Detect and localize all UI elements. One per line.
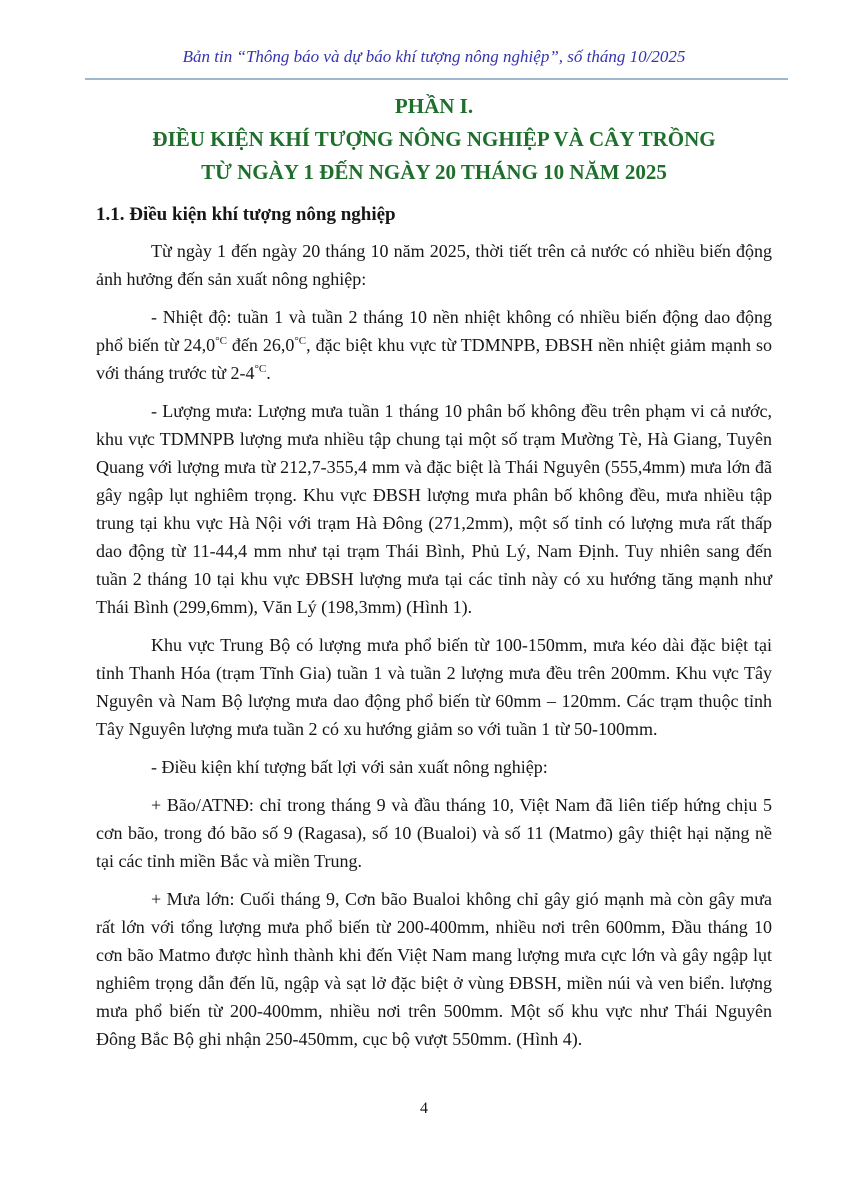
text-run: đến 26,0 <box>226 335 295 355</box>
body-paragraph <box>96 753 772 781</box>
main-title-line1: ĐIỀU KIỆN KHÍ TƯỢNG NÔNG NGHIỆP VÀ CÂY TRỒNG <box>152 127 716 151</box>
text-run: Từ ngày 1 đến ngày 20 tháng 10 năm 2025, thời tiết trên cả nước có nhiều biến động ảnh hưởng đến sản xuất nông nghiệp: <box>96 241 772 289</box>
bulletin-header-title: Bản tin “Thông báo và dự báo khí tượng nông nghiệp”, số tháng 10/2025 <box>182 47 686 66</box>
body-paragraph <box>96 791 772 875</box>
page-header <box>96 46 772 80</box>
superscript-unit: °C <box>294 335 307 347</box>
body-paragraph <box>96 885 772 1053</box>
part-heading: PHẦN I. <box>394 94 474 118</box>
page-number: 4 <box>420 1100 428 1117</box>
header-rule-divider <box>85 78 788 80</box>
main-title-line2: TỪ NGÀY 1 ĐẾN NGÀY 20 THÁNG 10 NĂM 2025 <box>201 160 667 184</box>
text-run: - Nhiệt độ: tuần 1 và tuần 2 tháng 10 nền nhiệt không có nhiều biến động dao động phổ biến từ 24,0 <box>96 307 772 355</box>
text-run: , đặc biệt khu vực từ TDMNPB, ĐBSH nền nhiệt giảm mạnh so với tháng trước từ 2-4 <box>96 335 772 383</box>
text-run: + Mưa lớn: Cuối tháng 9, Cơn bão Bualoi không chỉ gây gió mạnh mà còn gây mưa rất lớn với tổng lượng mưa phổ biến từ 200-400mm, nhiều nơi trên 600mm, Đầu tháng 10 cơn bão Matmo được hình thành khi đến Việt Nam mang lượng mưa cực lớn và gây ngập lụt nghiêm trọng dẫn đến lũ, ngập và sạt lở đặc biệt ở vùng ĐBSH, miền núi và ven biển. lượng mưa phổ biến từ 200-400mm, nhiều nơi trên 500mm. Một số khu vực như Thái Nguyên Đông Bắc Bộ ghi nhận 250-450mm, cục bộ vượt 550mm. (Hình 4). <box>96 889 772 1049</box>
body-paragraph <box>96 631 772 743</box>
text-run: + Bão/ATNĐ: chỉ trong tháng 9 và đầu tháng 10, Việt Nam đã liên tiếp hứng chịu 5 cơn bão, trong đó bão số 9 (Ragasa), số 10 (Bualoi) và số 11 (Matmo) gây thiệt hại nặng nề tại các tỉnh miền Bắc và miền Trung. <box>96 795 772 871</box>
body-paragraph <box>96 397 772 621</box>
superscript-unit: °C <box>215 335 227 347</box>
section-heading: 1.1. Điều kiện khí tượng nông nghiệp <box>96 204 396 225</box>
body-paragraphs <box>96 237 772 1053</box>
superscript-unit: °C <box>254 363 267 375</box>
text-run: Khu vực Trung Bộ có lượng mưa phổ biến từ 100-150mm, mưa kéo dài đặc biệt tại tỉnh Thanh Hóa (trạm Tĩnh Gia) tuần 1 và tuần 2 lượng mưa đều trên 200mm. Khu vực Tây Nguyên và Nam Bộ lượng mưa dao động phổ biến từ 60mm – 120mm. Các trạm thuộc tỉnh Tây Nguyên lượng mưa tuần 2 có xu hướng giảm so với tuần 1 từ 50-100mm. <box>96 635 772 739</box>
body-paragraph <box>96 237 772 293</box>
body-paragraph <box>96 303 772 387</box>
text-run: - Lượng mưa: Lượng mưa tuần 1 tháng 10 phân bố không đều trên phạm vi cả nước, khu vực TDMNPB lượng mưa nhiều tập chung tại một số trạm Mường Tè, Hà Giang, Tuyên Quang với lượng mưa từ 212,7-355,4 mm và đặc biệt là Thái Nguyên (555,4mm) mưa lớn đã gây ngập lụt nghiêm trọng. Khu vực ĐBSH lượng mưa phân bố không đều, mưa nhiều tập trung tại khu vực Hà Nội với trạm Hà Đông (271,2mm), một số tỉnh có lượng mưa rất thấp dao động từ 11-44,4 mm như tại trạm Thái Bình, Phủ Lý, Nam Định. Tuy nhiên sang đến tuần 2 tháng 10 tại khu vực ĐBSH lượng mưa tại các tỉnh này có xu hướng tăng mạnh như Thái Bình (299,6mm), Văn Lý (198,3mm) (Hình 1). <box>96 401 772 617</box>
text-run: - Điều kiện khí tượng bất lợi với sản xuất nông nghiệp: <box>151 757 548 777</box>
text-run: . <box>266 363 271 383</box>
